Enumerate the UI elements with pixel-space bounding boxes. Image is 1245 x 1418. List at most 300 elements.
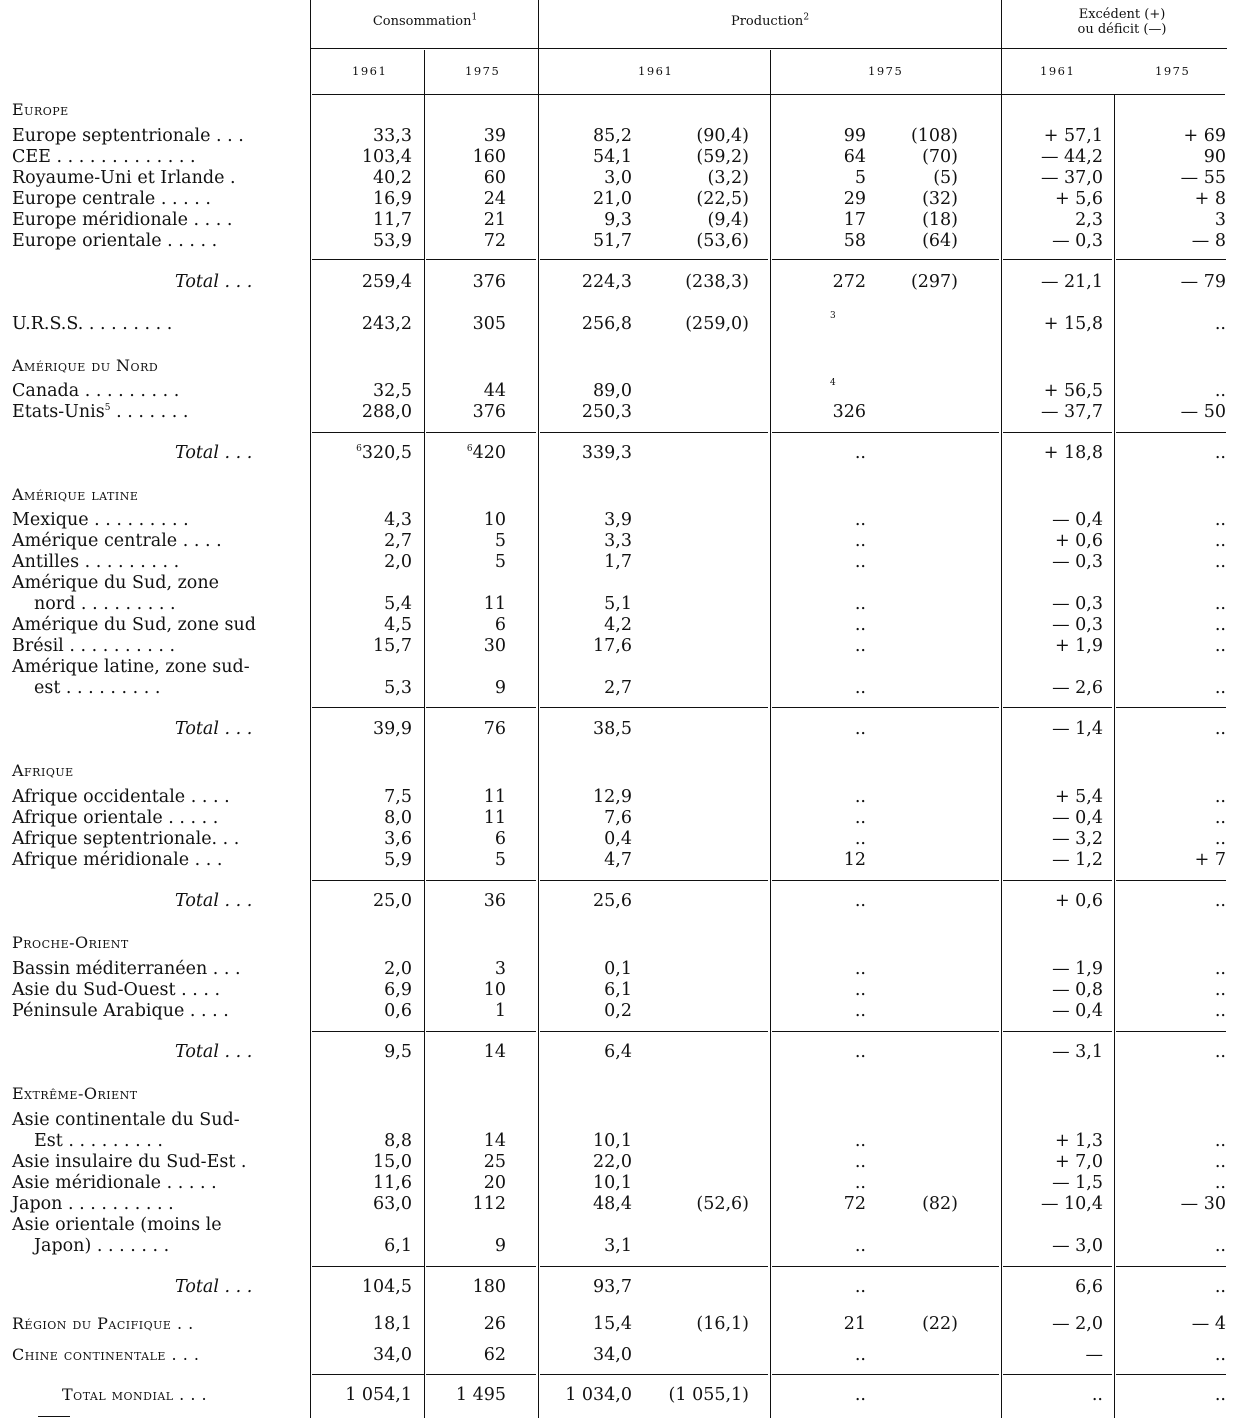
cell-e61: — 37,0 [1040, 168, 1103, 188]
cell-c75: 62 [483, 1345, 506, 1365]
cell-p75: 5 [854, 168, 866, 188]
cell-e75: 90 [1203, 147, 1226, 167]
total-rule [540, 1031, 768, 1032]
cell-e75: .. [1214, 719, 1226, 739]
total-rule [1003, 1266, 1112, 1267]
cell-c75: 20 [483, 1173, 506, 1193]
cell-e75: .. [1214, 314, 1226, 334]
total-rule [312, 707, 424, 708]
cell-p61: 0,4 [604, 829, 632, 849]
cell-p61b: (1 055,1) [668, 1385, 749, 1405]
cell-e61: — 44,2 [1040, 147, 1103, 167]
cell-e61: — 0,8 [1052, 980, 1103, 1000]
row-label: U.R.S.S. . . . . . . . . [12, 314, 173, 334]
total-rule [1116, 432, 1226, 433]
total-rule [426, 1266, 536, 1267]
cell-p61b: (90,4) [696, 126, 749, 146]
cell-p61: 256,8 [581, 314, 632, 334]
cell-e61: + 5,6 [1054, 189, 1103, 209]
cell-p61: 7,6 [604, 808, 632, 828]
footnote-marker [830, 377, 836, 397]
footnote-marker [830, 310, 836, 330]
cell-e61: — 0,4 [1052, 510, 1103, 530]
cell-c75: 160 [472, 147, 506, 167]
row-label: Afrique septentrionale. . . [12, 829, 240, 849]
cell-c61: 33,3 [373, 126, 412, 146]
cell-c61: 18,1 [373, 1314, 412, 1334]
total-rule [772, 1374, 999, 1375]
cell-p61: 6,4 [604, 1042, 632, 1062]
row-label: Amérique du Sud, zone sud [12, 615, 256, 635]
header-production [540, 14, 1000, 29]
cell-p75b: (70) [922, 147, 958, 167]
cell-p75: 58 [843, 231, 866, 251]
row-label-cont: Japon) . . . . . . . [34, 1236, 170, 1256]
total-label: Total . . . [175, 1277, 253, 1297]
cell-c75: 6 [494, 829, 506, 849]
cell-p75: .. [854, 594, 866, 614]
footnote-marker: 3 [830, 311, 836, 322]
cell-c61: 6,1 [384, 1236, 412, 1256]
cell-e61: — 37,7 [1040, 402, 1103, 422]
total-rule [426, 1374, 536, 1375]
total-rule [312, 1266, 424, 1267]
cell-p75: 272 [832, 272, 866, 292]
total-rule [1116, 880, 1226, 881]
row-label: Brésil . . . . . . . . . . [12, 636, 176, 656]
cell-p75: .. [854, 1001, 866, 1021]
section-heading: Afrique [12, 761, 74, 780]
cell-c75: 10 [483, 980, 506, 1000]
cell-p75b: (64) [922, 231, 958, 251]
cell-e75: + 8 [1194, 189, 1226, 209]
cell-e75: .. [1214, 531, 1226, 551]
row-label: Europe méridionale . . . . [12, 210, 233, 230]
cell-p61: 4,2 [604, 615, 632, 635]
cell-c75: 39 [483, 126, 506, 146]
cell-p75: .. [854, 1385, 866, 1405]
total-label: Total . . . [175, 719, 253, 739]
cell-p61: 89,0 [593, 381, 632, 401]
row-label: Mexique . . . . . . . . . [12, 510, 189, 530]
row-label: Chine continentale . . . [12, 1345, 200, 1364]
total-rule [540, 707, 768, 708]
row-label: Japon . . . . . . . . . . [12, 1194, 174, 1214]
cell-p75: .. [854, 531, 866, 551]
total-rule [426, 432, 536, 433]
row-label: Afrique occidentale . . . . [12, 787, 230, 807]
cell-e75: — 30 [1180, 1194, 1226, 1214]
cell-c61: 3,6 [384, 829, 412, 849]
cell-e75: .. [1214, 510, 1226, 530]
cell-c75: 10 [483, 510, 506, 530]
cell-e75: 3 [1214, 210, 1226, 230]
row-label-cont: est . . . . . . . . . [34, 678, 161, 698]
cell-p61: 9,3 [604, 210, 632, 230]
cell-p61b: (59,2) [696, 147, 749, 167]
cell-p61: 10,1 [593, 1173, 632, 1193]
cell-c75: 26 [483, 1314, 506, 1334]
row-label: Europe septentrionale . . . [12, 126, 244, 146]
year-prod-1961: 1961 [638, 64, 674, 78]
cell-e75: .. [1214, 594, 1226, 614]
production-label: Production [730, 14, 804, 29]
cell-c75: 376 [472, 272, 506, 292]
total-rule [540, 259, 768, 260]
year-cons-1961: 1961 [352, 64, 388, 78]
cell-c75: 11 [483, 594, 506, 614]
cell-c75: 5 [494, 552, 506, 572]
cell-c75: 376 [472, 402, 506, 422]
rule-left [310, 0, 311, 1418]
cell-c61: 9,5 [384, 1042, 412, 1062]
cell-p61: 224,3 [581, 272, 632, 292]
total-rule [772, 432, 999, 433]
cell-e61: — 0,3 [1052, 231, 1103, 251]
row-label: Europe orientale . . . . . [12, 231, 218, 251]
rule-exc-split [1114, 95, 1115, 1418]
cell-p75: 72 [843, 1194, 866, 1214]
cell-p61b: (9,4) [707, 210, 749, 230]
cell-c75: 9 [494, 1236, 506, 1256]
cell-c61: 11,7 [373, 210, 412, 230]
row-label: Royaume-Uni et Irlande . [12, 168, 236, 188]
cell-c75: 9 [494, 678, 506, 698]
cell-p75: .. [854, 829, 866, 849]
cell-p61b: (52,6) [696, 1194, 749, 1214]
year-prod-1975: 1975 [868, 64, 904, 78]
cell-p75: .. [854, 1173, 866, 1193]
section-heading: Amérique latine [12, 485, 139, 504]
cell-c61: 6,9 [384, 980, 412, 1000]
total-rule [772, 880, 999, 881]
cell-e61: + 1,3 [1054, 1131, 1103, 1151]
cell-p61: 339,3 [581, 443, 632, 463]
section-heading: Amérique du Nord [12, 356, 159, 375]
total-rule [1003, 1374, 1112, 1375]
cell-p75: .. [854, 552, 866, 572]
cell-c61: 16,9 [373, 189, 412, 209]
cell-p61: 3,0 [604, 168, 632, 188]
cell-p75: 326 [832, 402, 866, 422]
cell-p75: 99 [843, 126, 866, 146]
cell-c61: 2,7 [384, 531, 412, 551]
cell-p61: 25,6 [593, 891, 632, 911]
rule-prod-left [538, 0, 539, 1418]
cell-c75: 14 [483, 1131, 506, 1151]
cell-p61b: (22,5) [696, 189, 749, 209]
cell-c61: 5,4 [384, 594, 412, 614]
cell-p61: 0,1 [604, 959, 632, 979]
cell-e75: — 8 [1191, 231, 1226, 251]
cell-e75: .. [1214, 1173, 1226, 1193]
row-label: Canada . . . . . . . . . [12, 381, 180, 401]
cell-c61: 259,4 [361, 272, 412, 292]
cell-p61: 12,9 [593, 787, 632, 807]
cell-p61: 5,1 [604, 594, 632, 614]
cell-c61: 8,8 [384, 1131, 412, 1151]
cell-e61: — 21,1 [1040, 272, 1103, 292]
footnote-marker: 1 [471, 12, 478, 23]
cell-p61: 15,4 [593, 1314, 632, 1334]
cell-c61: 11,6 [373, 1173, 412, 1193]
cell-e75: — 79 [1180, 272, 1226, 292]
cell-p61: 54,1 [593, 147, 632, 167]
cell-c75: 60 [483, 168, 506, 188]
total-label: Total . . . [175, 272, 253, 292]
footnote-marker: 5 [104, 403, 111, 414]
row-label: Asie insulaire du Sud-Est . [12, 1152, 247, 1172]
cell-p61b: (238,3) [685, 272, 749, 292]
cell-c61: 1 054,1 [345, 1385, 412, 1405]
row-label: CEE . . . . . . . . . . . . . [12, 147, 196, 167]
cell-e75: .. [1214, 1277, 1226, 1297]
cell-p75b: (18) [922, 210, 958, 230]
cell-e61: — 0,3 [1052, 615, 1103, 635]
cell-c61: 4,5 [384, 615, 412, 635]
header-excedent [1002, 7, 1242, 37]
total-rule [312, 259, 424, 260]
cell-e75: .. [1214, 1042, 1226, 1062]
header-consommation [312, 14, 538, 29]
total-rule [1003, 880, 1112, 881]
cell-p61: 1,7 [604, 552, 632, 572]
cell-p75: .. [854, 1152, 866, 1172]
cell-c61: 103,4 [361, 147, 412, 167]
row-label: Antilles . . . . . . . . . [12, 552, 180, 572]
cell-e61: + 57,1 [1043, 126, 1103, 146]
cell-e75: .. [1214, 829, 1226, 849]
cell-e75: .. [1214, 980, 1226, 1000]
cell-c75: 25 [483, 1152, 506, 1172]
cell-p61: 3,1 [604, 1236, 632, 1256]
year-exc-1961: 1961 [1040, 64, 1076, 78]
total-rule [426, 707, 536, 708]
total-rule [1003, 432, 1112, 433]
cell-c61: 63,0 [373, 1194, 412, 1214]
cell-e61: — 3,0 [1052, 1236, 1103, 1256]
year-exc-1975: 1975 [1155, 64, 1191, 78]
cell-p75: .. [854, 636, 866, 656]
cell-e75: .. [1214, 891, 1226, 911]
cell-p61: 34,0 [593, 1345, 632, 1365]
cell-p75: 21 [843, 1314, 866, 1334]
row-label: Amérique du Sud, zone [12, 573, 219, 593]
cell-c61: 25,0 [373, 891, 412, 911]
cell-c61: 4,3 [384, 510, 412, 530]
row-label: Total mondial . . . [62, 1385, 208, 1404]
cell-p61b: (53,6) [696, 231, 749, 251]
cell-c61: 5,9 [384, 850, 412, 870]
total-rule [1116, 1374, 1226, 1375]
cell-e61: 2,3 [1075, 210, 1103, 230]
cell-e75: — 50 [1180, 402, 1226, 422]
cell-e61: 6,6 [1075, 1277, 1103, 1297]
cell-p75b: (108) [910, 126, 958, 146]
cell-p75b: (32) [922, 189, 958, 209]
cell-p61b: (259,0) [685, 314, 749, 334]
total-rule [772, 1031, 999, 1032]
total-rule [1003, 707, 1112, 708]
cell-p61: 0,2 [604, 1001, 632, 1021]
cell-e61: — 1,4 [1052, 719, 1103, 739]
total-rule [426, 880, 536, 881]
row-label: Asie méridionale . . . . . [12, 1173, 217, 1193]
cell-c75: 36 [483, 891, 506, 911]
cell-c61: 15,7 [373, 636, 412, 656]
row-label: Asie continentale du Sud- [12, 1110, 240, 1130]
cell-p75: .. [854, 1131, 866, 1151]
cell-p75: 12 [843, 850, 866, 870]
cell-p61: 10,1 [593, 1131, 632, 1151]
cell-e75: .. [1214, 1385, 1226, 1405]
total-rule [540, 1266, 768, 1267]
cell-c75: 1 [494, 1001, 506, 1021]
total-rule [426, 1031, 536, 1032]
cell-c61: 32,5 [373, 381, 412, 401]
cell-p75b: (297) [910, 272, 958, 292]
row-label-cont: nord . . . . . . . . . [34, 594, 176, 614]
cell-e61: — 1,9 [1052, 959, 1103, 979]
cell-e75: — 55 [1180, 168, 1226, 188]
cell-p75: 17 [843, 210, 866, 230]
rule-exc-left [1001, 0, 1002, 1418]
cell-c61: 0,6 [384, 1001, 412, 1021]
cell-c75: 5 [494, 531, 506, 551]
cell-c61: 2,0 [384, 552, 412, 572]
total-label: Total . . . [175, 891, 253, 911]
consommation-label: Consommation [372, 14, 472, 29]
footnote-marker: 6 [356, 444, 362, 455]
cell-c75: 30 [483, 636, 506, 656]
total-rule [312, 1374, 424, 1375]
cell-c61: 15,0 [373, 1152, 412, 1172]
row-label: Péninsule Arabique . . . . [12, 1001, 229, 1021]
cell-e75: .. [1214, 808, 1226, 828]
row-label: Etats-Unis$^5$ . . . . . . . [12, 402, 189, 422]
total-label: Total . . . [175, 443, 253, 463]
total-rule [772, 259, 999, 260]
cell-e61: — 0,3 [1052, 594, 1103, 614]
row-label: Afrique orientale . . . . . [12, 808, 219, 828]
cell-p61: 51,7 [593, 231, 632, 251]
total-rule [312, 432, 424, 433]
cell-e75: .. [1214, 678, 1226, 698]
cell-c75: 1 495 [455, 1385, 506, 1405]
year-cons-1975: 1975 [465, 64, 501, 78]
row-label: Bassin méditerranéen . . . [12, 959, 241, 979]
cell-c61: 104,5 [361, 1277, 412, 1297]
cell-p75: .. [854, 443, 866, 463]
cell-c75: $^6$420 [466, 443, 506, 463]
cell-p75: .. [854, 891, 866, 911]
total-rule [1116, 1266, 1226, 1267]
cell-p75: .. [854, 510, 866, 530]
cell-p61: 250,3 [581, 402, 632, 422]
cell-c75: 72 [483, 231, 506, 251]
cell-e61: + 15,8 [1043, 314, 1103, 334]
cell-e75: + 69 [1183, 126, 1226, 146]
cell-c61: 2,0 [384, 959, 412, 979]
cell-e61: — 2,0 [1052, 1314, 1103, 1334]
total-rule [1003, 259, 1112, 260]
cell-e75: .. [1214, 1131, 1226, 1151]
cell-e75: .. [1214, 959, 1226, 979]
total-label: Total . . . [175, 1042, 253, 1062]
excedent-line1: Excédent (+) [1078, 7, 1166, 22]
cell-e61: — 0,4 [1052, 1001, 1103, 1021]
row-label: Europe centrale . . . . . [12, 189, 211, 209]
cell-e61: — 0,3 [1052, 552, 1103, 572]
cell-p61: 3,3 [604, 531, 632, 551]
cell-c75: 6 [494, 615, 506, 635]
row-label: Asie orientale (moins le [12, 1215, 222, 1235]
rule-prod-split [770, 50, 771, 1418]
cell-e61: — 3,1 [1052, 1042, 1103, 1062]
row-label: Amérique latine, zone sud- [12, 657, 250, 677]
cell-e61: — 1,2 [1052, 850, 1103, 870]
cell-c75: 112 [472, 1194, 506, 1214]
cell-p75: .. [854, 1042, 866, 1062]
cell-p75b: (22) [922, 1314, 958, 1334]
cell-p75b: (82) [922, 1194, 958, 1214]
cell-p75: .. [854, 808, 866, 828]
footnote-marker: 2 [803, 12, 810, 23]
cell-p61: 22,0 [593, 1152, 632, 1172]
cell-c75: 21 [483, 210, 506, 230]
cell-c75: 44 [483, 381, 506, 401]
cell-e75: .. [1214, 636, 1226, 656]
total-rule [772, 707, 999, 708]
cell-p61b: (16,1) [696, 1314, 749, 1334]
cell-c61: 243,2 [361, 314, 412, 334]
cell-c75: 3 [494, 959, 506, 979]
total-rule [1003, 1031, 1112, 1032]
cell-p61: 6,1 [604, 980, 632, 1000]
cell-p61: 17,6 [593, 636, 632, 656]
cell-e75: .. [1214, 1001, 1226, 1021]
cell-e61: + 0,6 [1054, 531, 1103, 551]
cell-e61: + 7,0 [1054, 1152, 1103, 1172]
total-rule [540, 432, 768, 433]
total-rule [1116, 1031, 1226, 1032]
cell-e61: — 10,4 [1040, 1194, 1103, 1214]
total-rule [1116, 259, 1226, 260]
cell-e75: .. [1214, 787, 1226, 807]
cell-c61: 7,5 [384, 787, 412, 807]
cell-c61: $^6$320,5 [356, 443, 412, 463]
rule-cons-split [424, 50, 425, 1418]
row-label-cont: Est . . . . . . . . . [34, 1131, 163, 1151]
cell-p75: 64 [843, 147, 866, 167]
rule-footnote [38, 1416, 70, 1417]
cell-e75: — 4 [1191, 1314, 1226, 1334]
cell-p75: .. [854, 615, 866, 635]
cell-c61: 40,2 [373, 168, 412, 188]
cell-p75: .. [854, 1236, 866, 1256]
total-rule [1116, 707, 1226, 708]
cell-p61: 85,2 [593, 126, 632, 146]
cell-e61: + 0,6 [1054, 891, 1103, 911]
cell-e75: .. [1214, 1236, 1226, 1256]
total-rule [312, 880, 424, 881]
rule-header-mid [310, 48, 1227, 49]
cell-c61: 5,3 [384, 678, 412, 698]
excedent-line2: ou déficit (—) [1077, 22, 1167, 37]
cell-p75: .. [854, 719, 866, 739]
cell-p75: .. [854, 678, 866, 698]
row-label: Région du Pacifique . . [12, 1314, 194, 1333]
